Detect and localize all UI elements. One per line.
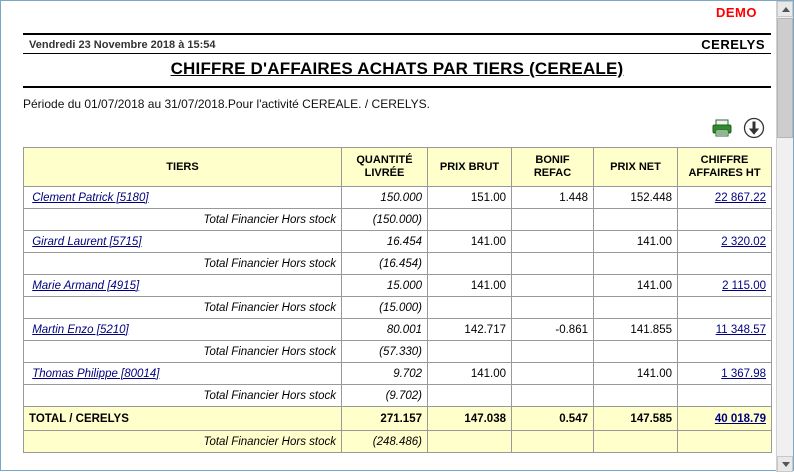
total-subtotal-qte: (248.486) [342,431,428,453]
ca-cell [678,187,772,209]
scroll-up-button[interactable] [777,1,793,17]
report-datetime: Vendredi 23 Novembre 2018 à 15:54 [29,38,216,51]
subtotal-ca [678,209,772,231]
ca-link[interactable]: 22 867.22 [714,191,766,204]
subtotal-qte: (57.330) [342,341,428,363]
table-subrow [24,297,772,319]
table-subrow [24,341,772,363]
net-cell: 152.448 [594,187,678,209]
report-header-bar [23,33,771,54]
subtotal-net [594,209,678,231]
subtotal-label: Total Financier Hors stock [24,297,342,319]
col-header-prix-brut: PRIX BRUT [428,148,512,187]
download-icon[interactable] [743,117,765,139]
subtotal-brut [428,297,512,319]
table-row [24,275,772,297]
bonif-cell [512,363,594,385]
qte-cell: 16.454 [342,231,428,253]
col-header-quantite-livree: QUANTITÉ LIVRÉE [342,148,428,187]
scroll-down-button[interactable] [777,456,793,472]
subtotal-label: Total Financier Hors stock [24,209,342,231]
tiers-link[interactable]: Martin Enzo [5210] [32,323,129,336]
vertical-scrollbar[interactable] [776,1,793,472]
brut-cell: 141.00 [428,275,512,297]
total-subtotal-net [594,431,678,453]
subtotal-bonif [512,385,594,407]
tiers-cell [24,275,342,297]
subtotal-bonif [512,341,594,363]
net-cell: 141.00 [594,231,678,253]
tiers-link[interactable]: Clement Patrick [5180] [32,191,149,204]
table-subrow [24,385,772,407]
ca-cell [678,319,772,341]
subtotal-qte: (15.000) [342,297,428,319]
subtotal-brut [428,253,512,275]
company-name: CERELYS [701,37,765,52]
tiers-link[interactable]: Girard Laurent [5715] [32,235,142,248]
bonif-cell [512,275,594,297]
bonif-cell: 1.448 [512,187,594,209]
total-bonif: 0.547 [512,407,594,431]
col-header-bonif-refac: BONIF REFAC [512,148,594,187]
subtotal-bonif [512,297,594,319]
subtotal-qte: (150.000) [342,209,428,231]
report-period: Période du 01/07/2018 au 31/07/2018.Pour l'activité CEREALE. / CERELYS. [23,97,430,111]
qte-cell: 80.001 [342,319,428,341]
total-row [24,407,772,431]
subtotal-bonif [512,253,594,275]
scrollbar-thumb[interactable] [777,18,793,138]
tiers-cell [24,187,342,209]
subtotal-net [594,385,678,407]
table-row [24,363,772,385]
total-net: 147.585 [594,407,678,431]
subtotal-label: Total Financier Hors stock [24,253,342,275]
tiers-cell [24,363,342,385]
tiers-link[interactable]: Thomas Philippe [80014] [32,367,160,380]
tiers-cell [24,319,342,341]
table-header [24,148,772,187]
ca-link[interactable]: 2 115.00 [722,279,766,292]
col-header-chiffre-affaires-ht: CHIFFRE AFFAIRES HT [678,148,772,187]
subtotal-ca [678,297,772,319]
subtotal-bonif [512,209,594,231]
subtotal-net [594,341,678,363]
ca-cell [678,363,772,385]
col-header-prix-net: PRIX NET [594,148,678,187]
chevron-down-icon [782,462,790,467]
total-qte: 271.157 [342,407,428,431]
qte-cell: 150.000 [342,187,428,209]
bonif-cell: -0.861 [512,319,594,341]
ca-cell [678,275,772,297]
ca-cell [678,231,772,253]
subtotal-label: Total Financier Hors stock [24,341,342,363]
subtotal-brut [428,341,512,363]
net-cell: 141.00 [594,275,678,297]
total-brut: 147.038 [428,407,512,431]
ca-achats-table [23,147,772,453]
tiers-link[interactable]: Marie Armand [4915] [32,279,140,292]
brut-cell: 142.717 [428,319,512,341]
tiers-cell [24,231,342,253]
subtotal-net [594,253,678,275]
qte-cell: 9.702 [342,363,428,385]
net-cell: 141.855 [594,319,678,341]
total-subtotal-bonif [512,431,594,453]
subtotal-ca [678,253,772,275]
table-subrow [24,209,772,231]
subtotal-qte: (9.702) [342,385,428,407]
table-row [24,319,772,341]
subtotal-net [594,297,678,319]
bonif-cell [512,231,594,253]
subtotal-ca [678,341,772,363]
col-header-tiers: TIERS [24,148,342,187]
demo-watermark: DEMO [716,5,757,20]
brut-cell: 141.00 [428,363,512,385]
subtotal-label: Total Financier Hors stock [24,385,342,407]
toolbar [23,117,771,143]
subtotal-qte: (16.454) [342,253,428,275]
ca-link[interactable]: 11 348.57 [715,323,766,336]
subtotal-ca [678,385,772,407]
total-subtotal-brut [428,431,512,453]
brut-cell: 151.00 [428,187,512,209]
subtotal-brut [428,209,512,231]
table-subrow [24,253,772,275]
qte-cell: 15.000 [342,275,428,297]
subtotal-brut [428,385,512,407]
table-body [24,187,772,453]
ca-link[interactable]: 2 320.02 [721,235,766,248]
page-title: CHIFFRE D'AFFAIRES ACHATS PAR TIERS (CEREALE) [170,59,624,78]
total-subrow [24,431,772,453]
net-cell: 141.00 [594,363,678,385]
total-label: TOTAL / CERELYS [24,407,342,431]
table-row [24,231,772,253]
ca-link[interactable]: 1 367.98 [721,367,766,380]
chevron-up-icon [782,7,790,12]
total-ca-link[interactable]: 40 018.79 [714,412,766,425]
total-subtotal-label: Total Financier Hors stock [24,431,342,453]
report-title-band [23,54,771,88]
total-ca-cell [678,407,772,431]
table-row [24,187,772,209]
report-content [23,33,771,453]
printer-icon[interactable] [711,117,733,139]
brut-cell: 141.00 [428,231,512,253]
table-header-row [24,148,772,187]
total-subtotal-ca [678,431,772,453]
